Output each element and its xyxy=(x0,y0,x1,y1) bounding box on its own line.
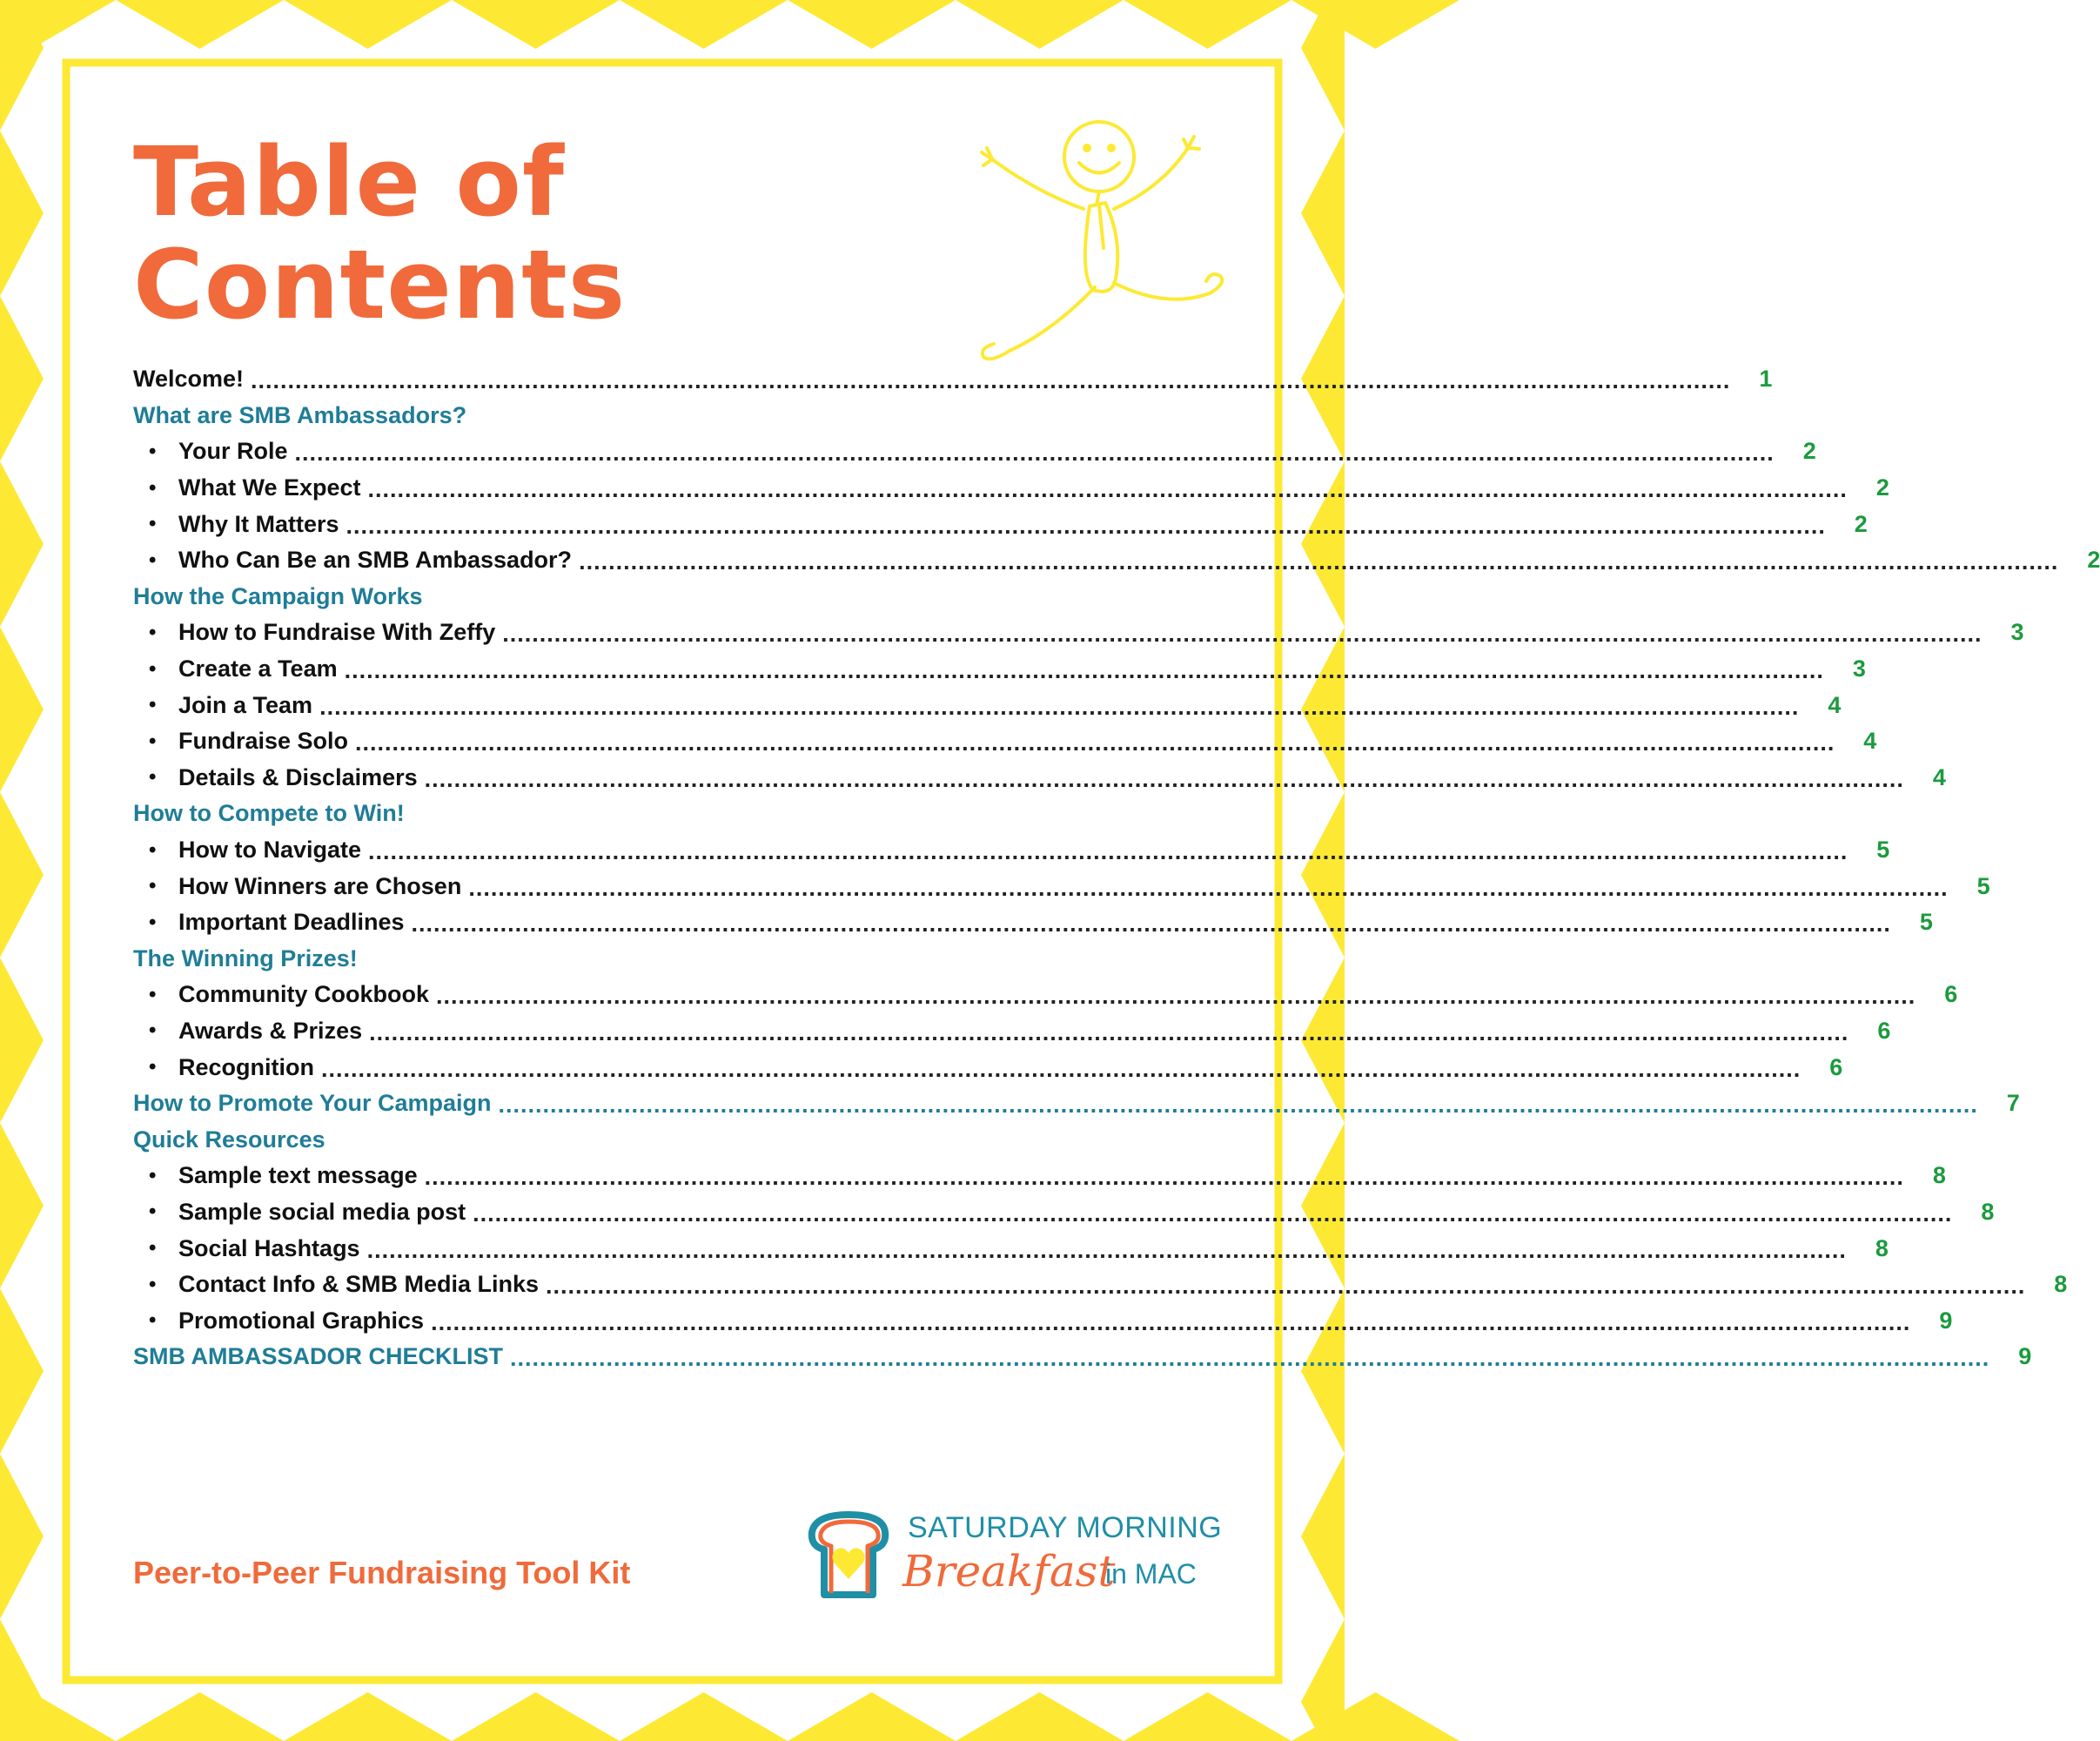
dot-leader: ........................................................................................................................................................................................................ xyxy=(346,512,1826,539)
toc-entry-label: Details & Disclaimers xyxy=(178,763,418,790)
toc-entry xyxy=(133,1302,1953,1339)
toc-page-number: 8 xyxy=(1981,1198,1995,1225)
border-triangle xyxy=(1301,131,1345,296)
toc-page-number: 4 xyxy=(1932,763,1946,790)
page-title xyxy=(133,126,627,340)
bullet-icon: • xyxy=(149,512,157,536)
dot-leader: ........................................................................................................................................................................................................ xyxy=(251,367,1731,394)
toc-entry-label: Fundraise Solo xyxy=(178,728,349,755)
bullet-icon: • xyxy=(149,548,157,572)
toc-entry-label: Sample text message xyxy=(178,1162,418,1189)
toc-entry-label: How Winners are Chosen xyxy=(178,872,462,899)
dot-leader: ........................................................................................................................................................................................................ xyxy=(344,657,1824,684)
dot-leader: ........................................................................................................................................................................................................ xyxy=(355,729,1835,756)
toc-section-label: Quick Resources xyxy=(133,1126,325,1153)
toc-page-number: 5 xyxy=(1976,872,1990,899)
toc-entry-label: Important Deadlines xyxy=(178,909,405,936)
bullet-icon: • xyxy=(149,874,157,898)
toc-page-number: 2 xyxy=(1802,438,1816,465)
dot-leader: ........................................................................................................................................................................................................ xyxy=(294,440,1775,467)
border-triangle xyxy=(0,627,44,792)
toc-entry-label: Create a Team xyxy=(178,655,338,682)
toc-entry xyxy=(133,579,973,615)
toc-entry xyxy=(133,398,973,434)
toc-entry xyxy=(133,941,973,978)
toc-page-number: 3 xyxy=(2010,619,2024,646)
bullet-icon: • xyxy=(149,982,157,1006)
border-triangle xyxy=(1301,0,1345,131)
bullet-icon: • xyxy=(149,1308,157,1333)
toc-page-number: 5 xyxy=(1919,909,1933,936)
toc-entry xyxy=(133,1158,1946,1194)
toc-entry-label: How to Fundraise With Zeffy xyxy=(178,619,496,646)
logo-text-in-mac: in MAC xyxy=(1105,1558,1197,1590)
bullet-icon: • xyxy=(149,656,157,681)
bullet-icon: • xyxy=(149,1236,157,1260)
toc-page-number: 2 xyxy=(1875,474,1889,501)
toc-entry xyxy=(133,361,1773,398)
dot-leader: ........................................................................................................................................................................................................ xyxy=(579,548,2059,575)
toc-entry xyxy=(133,1086,2020,1122)
toc-entry-label: Social Hashtags xyxy=(178,1234,360,1261)
toc-entry xyxy=(133,796,973,832)
toc-entry xyxy=(133,1049,1843,1086)
toc-page-number: 6 xyxy=(1944,981,1958,1008)
dot-leader: ........................................................................................................................................................................................................ xyxy=(502,621,1983,648)
dot-leader: ........................................................................................................................................................................................................ xyxy=(498,1092,1978,1119)
toc-entry xyxy=(133,1230,1889,1267)
toolkit-subtitle: Peer-to-Peer Fundraising Tool Kit xyxy=(133,1555,631,1590)
toc-section-label: How the Campaign Works xyxy=(133,582,423,609)
dot-leader: ........................................................................................................................................................................................................ xyxy=(319,693,1800,720)
bullet-icon: • xyxy=(149,693,157,717)
toc-entry xyxy=(133,904,1933,941)
toc-page-number: 8 xyxy=(1875,1234,1889,1261)
toc-page-number: 7 xyxy=(2006,1090,2020,1117)
toc-section-label: How to Promote Your Campaign xyxy=(133,1090,492,1117)
toc-page-number: 6 xyxy=(1829,1053,1843,1080)
toc-entry xyxy=(133,542,2100,579)
dot-leader: ........................................................................................................................................................................................................ xyxy=(424,765,1904,792)
border-triangle xyxy=(116,1692,284,1741)
border-triangle xyxy=(1124,1692,1292,1741)
toc-entry xyxy=(133,506,1868,542)
dot-leader: ........................................................................................................................................................................................................ xyxy=(368,838,1848,865)
toc-entry-label: Sample social media post xyxy=(178,1198,466,1225)
dot-leader: ........................................................................................................................................................................................................ xyxy=(369,1018,1849,1045)
toc-entry xyxy=(133,1194,1995,1231)
toc-entry-label: Recognition xyxy=(178,1053,314,1080)
toc-entry xyxy=(133,832,1890,869)
toc-page-number: 8 xyxy=(1932,1162,1946,1189)
dot-leader: ........................................................................................................................................................................................................ xyxy=(546,1273,2026,1300)
bullet-icon: • xyxy=(149,475,157,500)
border-triangle xyxy=(1124,0,1292,49)
toc-entry xyxy=(133,723,1877,760)
toc-entry xyxy=(133,1121,973,1158)
page-title-line2: Contents xyxy=(133,229,627,340)
toc-entry xyxy=(133,1267,2068,1303)
border-triangle xyxy=(116,0,284,49)
toc-page-number: 8 xyxy=(2054,1271,2068,1298)
bullet-icon: • xyxy=(149,1200,157,1224)
border-triangle xyxy=(0,792,44,958)
toc-entry xyxy=(133,470,1889,507)
toc-entry xyxy=(133,1339,2032,1375)
dot-leader: ........................................................................................................................................................................................................ xyxy=(473,1200,1953,1227)
toc-page-number: 6 xyxy=(1877,1017,1891,1044)
bullet-icon: • xyxy=(149,620,157,644)
toc-page-number: 5 xyxy=(1876,837,1890,864)
toc-entry xyxy=(133,868,1990,904)
border-triangle xyxy=(0,131,44,296)
border-triangle xyxy=(620,0,788,49)
border-triangle xyxy=(452,1692,620,1741)
border-triangle xyxy=(0,461,44,627)
toc-entry xyxy=(133,615,2024,651)
toc-entry-label: Why It Matters xyxy=(178,510,339,537)
toc-entry-label: Contact Info & SMB Media Links xyxy=(178,1271,540,1298)
bullet-icon: • xyxy=(149,1163,157,1187)
toc-page-number: 2 xyxy=(1854,510,1868,537)
toc-entry xyxy=(133,977,1958,1013)
toc-entry xyxy=(133,760,1946,797)
toc-page-number: 9 xyxy=(1939,1307,1953,1334)
toc-entry-label: How to Navigate xyxy=(178,837,362,864)
border-triangle xyxy=(788,1692,956,1741)
toc-page-number: 3 xyxy=(1852,655,1866,682)
border-triangle xyxy=(1301,1454,1345,1619)
logo-text-saturday-morning: SATURDAY MORNING xyxy=(908,1511,1223,1544)
dot-leader: ........................................................................................................................................................................................................ xyxy=(510,1345,1990,1372)
toc-entry-label: Welcome! xyxy=(133,366,245,393)
bullet-icon: • xyxy=(149,910,157,934)
toc-entry-label: Promotional Graphics xyxy=(178,1307,425,1334)
toc-page-number: 9 xyxy=(2018,1343,2032,1370)
toc-entry-label: Who Can Be an SMB Ambassador? xyxy=(178,547,573,574)
toc-entry xyxy=(133,687,1842,723)
dot-leader: ........................................................................................................................................................................................................ xyxy=(411,911,1891,938)
border-triangle xyxy=(452,0,620,49)
bullet-icon: • xyxy=(149,729,157,753)
toc-page-number: 1 xyxy=(1759,366,1773,393)
page-title-line1: Table of xyxy=(133,126,565,238)
border-triangle xyxy=(620,1692,788,1741)
dot-leader: ........................................................................................................................................................................................................ xyxy=(436,983,1916,1010)
bullet-icon: • xyxy=(149,1272,157,1296)
border-triangle xyxy=(284,1692,452,1741)
toc-section-label: What are SMB Ambassadors? xyxy=(133,401,467,428)
toc-page-number: 4 xyxy=(1828,691,1842,718)
bullet-icon: • xyxy=(149,1018,157,1043)
border-triangle xyxy=(0,958,44,1123)
border-triangle xyxy=(956,0,1124,49)
saturday-morning-breakfast-logo xyxy=(805,1504,1223,1609)
border-triangle xyxy=(0,296,44,461)
logo-text-breakfast: Breakfast xyxy=(902,1546,1116,1596)
bullet-icon: • xyxy=(149,765,157,790)
toc-section-label: How to Compete to Win! xyxy=(133,800,405,827)
dot-leader: ........................................................................................................................................................................................................ xyxy=(431,1308,1911,1335)
border-triangle xyxy=(956,1692,1124,1741)
table-of-contents-list xyxy=(133,361,2100,1375)
border-triangle xyxy=(0,1123,44,1288)
toc-section-label: The Winning Prizes! xyxy=(133,944,358,971)
border-triangle xyxy=(1301,1619,1345,1741)
toc-entry-label: What We Expect xyxy=(178,474,361,501)
border-triangle xyxy=(0,1454,44,1619)
toast-heart-icon xyxy=(805,1508,892,1598)
toc-section-label: SMB AMBASSADOR CHECKLIST xyxy=(133,1343,503,1370)
dot-leader: ........................................................................................................................................................................................................ xyxy=(424,1164,1904,1191)
toc-page-number: 4 xyxy=(1863,728,1877,755)
dot-leader: ........................................................................................................................................................................................................ xyxy=(366,1236,1847,1263)
dot-leader: ........................................................................................................................................................................................................ xyxy=(367,476,1848,503)
dot-leader: ........................................................................................................................................................................................................ xyxy=(321,1055,1801,1082)
toc-entry-label: Your Role xyxy=(178,438,288,465)
border-triangle xyxy=(788,0,956,49)
toc-page-number: 2 xyxy=(2087,547,2100,574)
border-triangle xyxy=(284,0,452,49)
bullet-icon: • xyxy=(149,837,157,862)
jumping-stick-figure-icon xyxy=(975,109,1262,379)
border-triangle xyxy=(0,1288,44,1454)
dot-leader: ........................................................................................................................................................................................................ xyxy=(468,874,1949,901)
bullet-icon: • xyxy=(149,1055,157,1079)
toc-entry-label: Community Cookbook xyxy=(178,981,429,1008)
toc-entry xyxy=(133,434,1816,470)
toc-entry-label: Awards & Prizes xyxy=(178,1017,363,1044)
toc-entry xyxy=(133,1013,1891,1050)
toc-entry xyxy=(133,651,1866,688)
bullet-icon: • xyxy=(149,439,157,463)
toc-entry-label: Join a Team xyxy=(178,691,313,718)
